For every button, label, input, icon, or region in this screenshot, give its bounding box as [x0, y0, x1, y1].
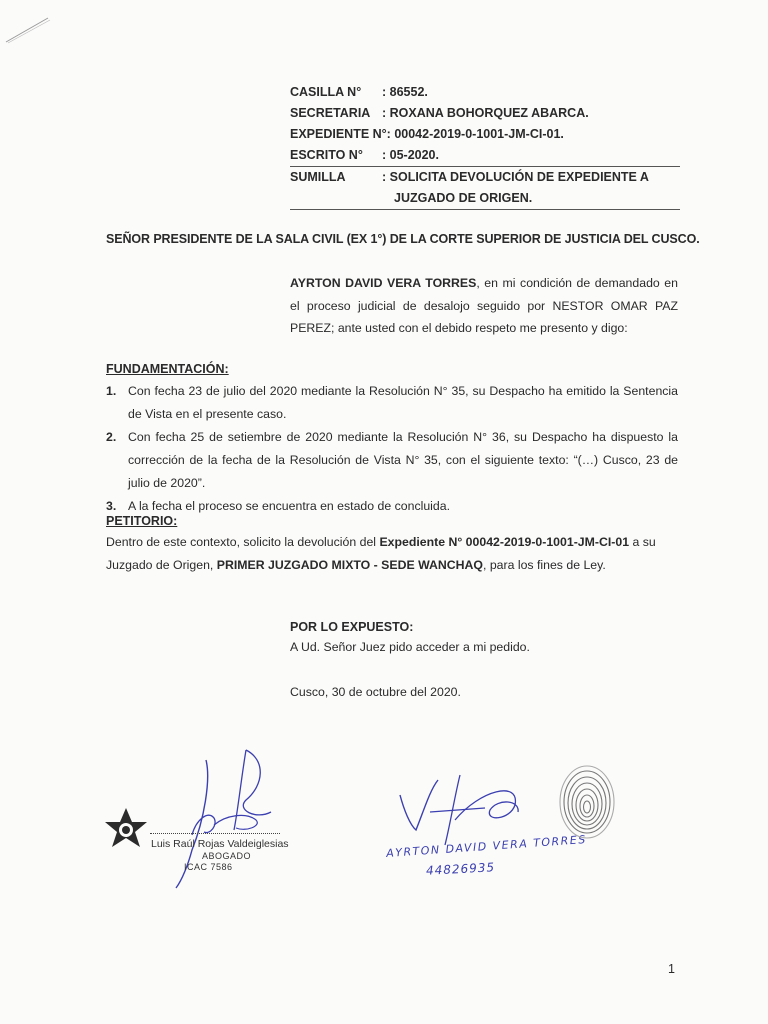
lawyer-name: Luis Raúl Rojas Valdeiglesias	[151, 838, 289, 850]
handwritten-name: AYRTON DAVID VERA TORRES	[385, 833, 588, 860]
casilla-label: CASILLA N°	[290, 85, 362, 99]
lawyer-registration: ICAC 7586	[184, 862, 233, 872]
escrito-label: ESCRITO N°	[290, 148, 363, 162]
page-number: 1	[668, 962, 675, 976]
intro-text: , en mi condición de demandado en el proceso judicial de desalojo seguido por NESTOR OMAR PAZ PEREZ; ante usted con el debido respeto me presento y digo:	[290, 276, 678, 335]
list-item-text: Con fecha 23 de julio del 2020 mediante la Resolución N° 35, su Despacho ha emitido la Sentencia de Vista en el presente caso.	[128, 384, 678, 421]
sumilla-line-1: : SOLICITA DEVOLUCIÓN DE EXPEDIENTE A	[382, 170, 649, 184]
bar-association-seal-icon	[105, 808, 147, 847]
juzgado-ref: PRIMER JUZGADO MIXTO - SEDE WANCHAQ	[216, 558, 483, 572]
casilla-value: : 86552.	[382, 85, 428, 99]
fundamentacion-list	[106, 380, 678, 518]
petitorio-text-2: a su Juzgado de Origen,	[106, 535, 656, 572]
fingerprint-icon	[558, 762, 616, 840]
sumilla-label: SUMILLA	[290, 170, 346, 184]
petitorio-text-3: , para los fines de Ley.	[482, 558, 606, 572]
list-item-number: 3.	[106, 499, 117, 513]
list-item	[106, 426, 678, 495]
case-header	[290, 82, 680, 210]
expediente-row	[290, 124, 680, 145]
date-line: Cusco, 30 de octubre del 2020.	[290, 685, 461, 699]
closing-text: A Ud. Señor Juez pido acceder a mi pedido.	[290, 640, 530, 654]
signature-line	[150, 833, 280, 834]
petitioner-name: AYRTON DAVID VERA TORRES	[290, 276, 477, 290]
addressee-line: SEÑOR PRESIDENTE DE LA SALA CIVIL (EX 1°) DE LA CORTE SUPERIOR DE JUSTICIA DEL CUSCO.	[106, 232, 700, 246]
intro-paragraph	[290, 272, 678, 340]
list-item-number: 1.	[106, 384, 117, 398]
list-item	[106, 380, 678, 426]
lawyer-title: ABOGADO	[202, 851, 252, 861]
petitorio-title: PETITORIO:	[106, 514, 178, 528]
expediente-line: EXPEDIENTE N°: 00042-2019-0-1001-JM-CI-01.	[290, 127, 564, 141]
expediente-ref: Expediente N° 00042-2019-0-1001-JM-CI-01	[379, 535, 630, 549]
list-item-number: 2.	[106, 430, 117, 444]
escrito-value: : 05-2020.	[382, 148, 439, 162]
closing-title: POR LO EXPUESTO:	[290, 620, 414, 634]
list-item	[106, 495, 678, 518]
petitorio-paragraph	[106, 531, 682, 577]
pen-stroke-mark	[4, 12, 54, 46]
secretaria-row	[290, 103, 680, 124]
casilla-row	[290, 82, 680, 103]
secretaria-label: SECRETARIA	[290, 106, 371, 120]
sumilla-value	[382, 167, 672, 209]
petitorio-text-1: Dentro de este contexto, solicito la devolución del	[106, 535, 380, 549]
escrito-row	[290, 145, 680, 166]
handwritten-dni: 44826935	[425, 860, 496, 878]
sumilla-line-2: JUZGADO DE ORIGEN.	[394, 191, 533, 205]
secretaria-value: : ROXANA BOHORQUEZ ABARCA.	[382, 106, 589, 120]
sumilla-row	[290, 166, 680, 210]
fundamentacion-title: FUNDAMENTACIÓN:	[106, 362, 229, 376]
list-item-text: A la fecha el proceso se encuentra en estado de concluida.	[128, 499, 450, 513]
list-item-text: Con fecha 25 de setiembre de 2020 mediante la Resolución N° 36, su Despacho ha dispuesto la corrección de la fecha de la Resolución de Vista N° 35, con el siguiente texto: “(…) Cusco, 23 de julio de 2020”.	[128, 430, 678, 490]
